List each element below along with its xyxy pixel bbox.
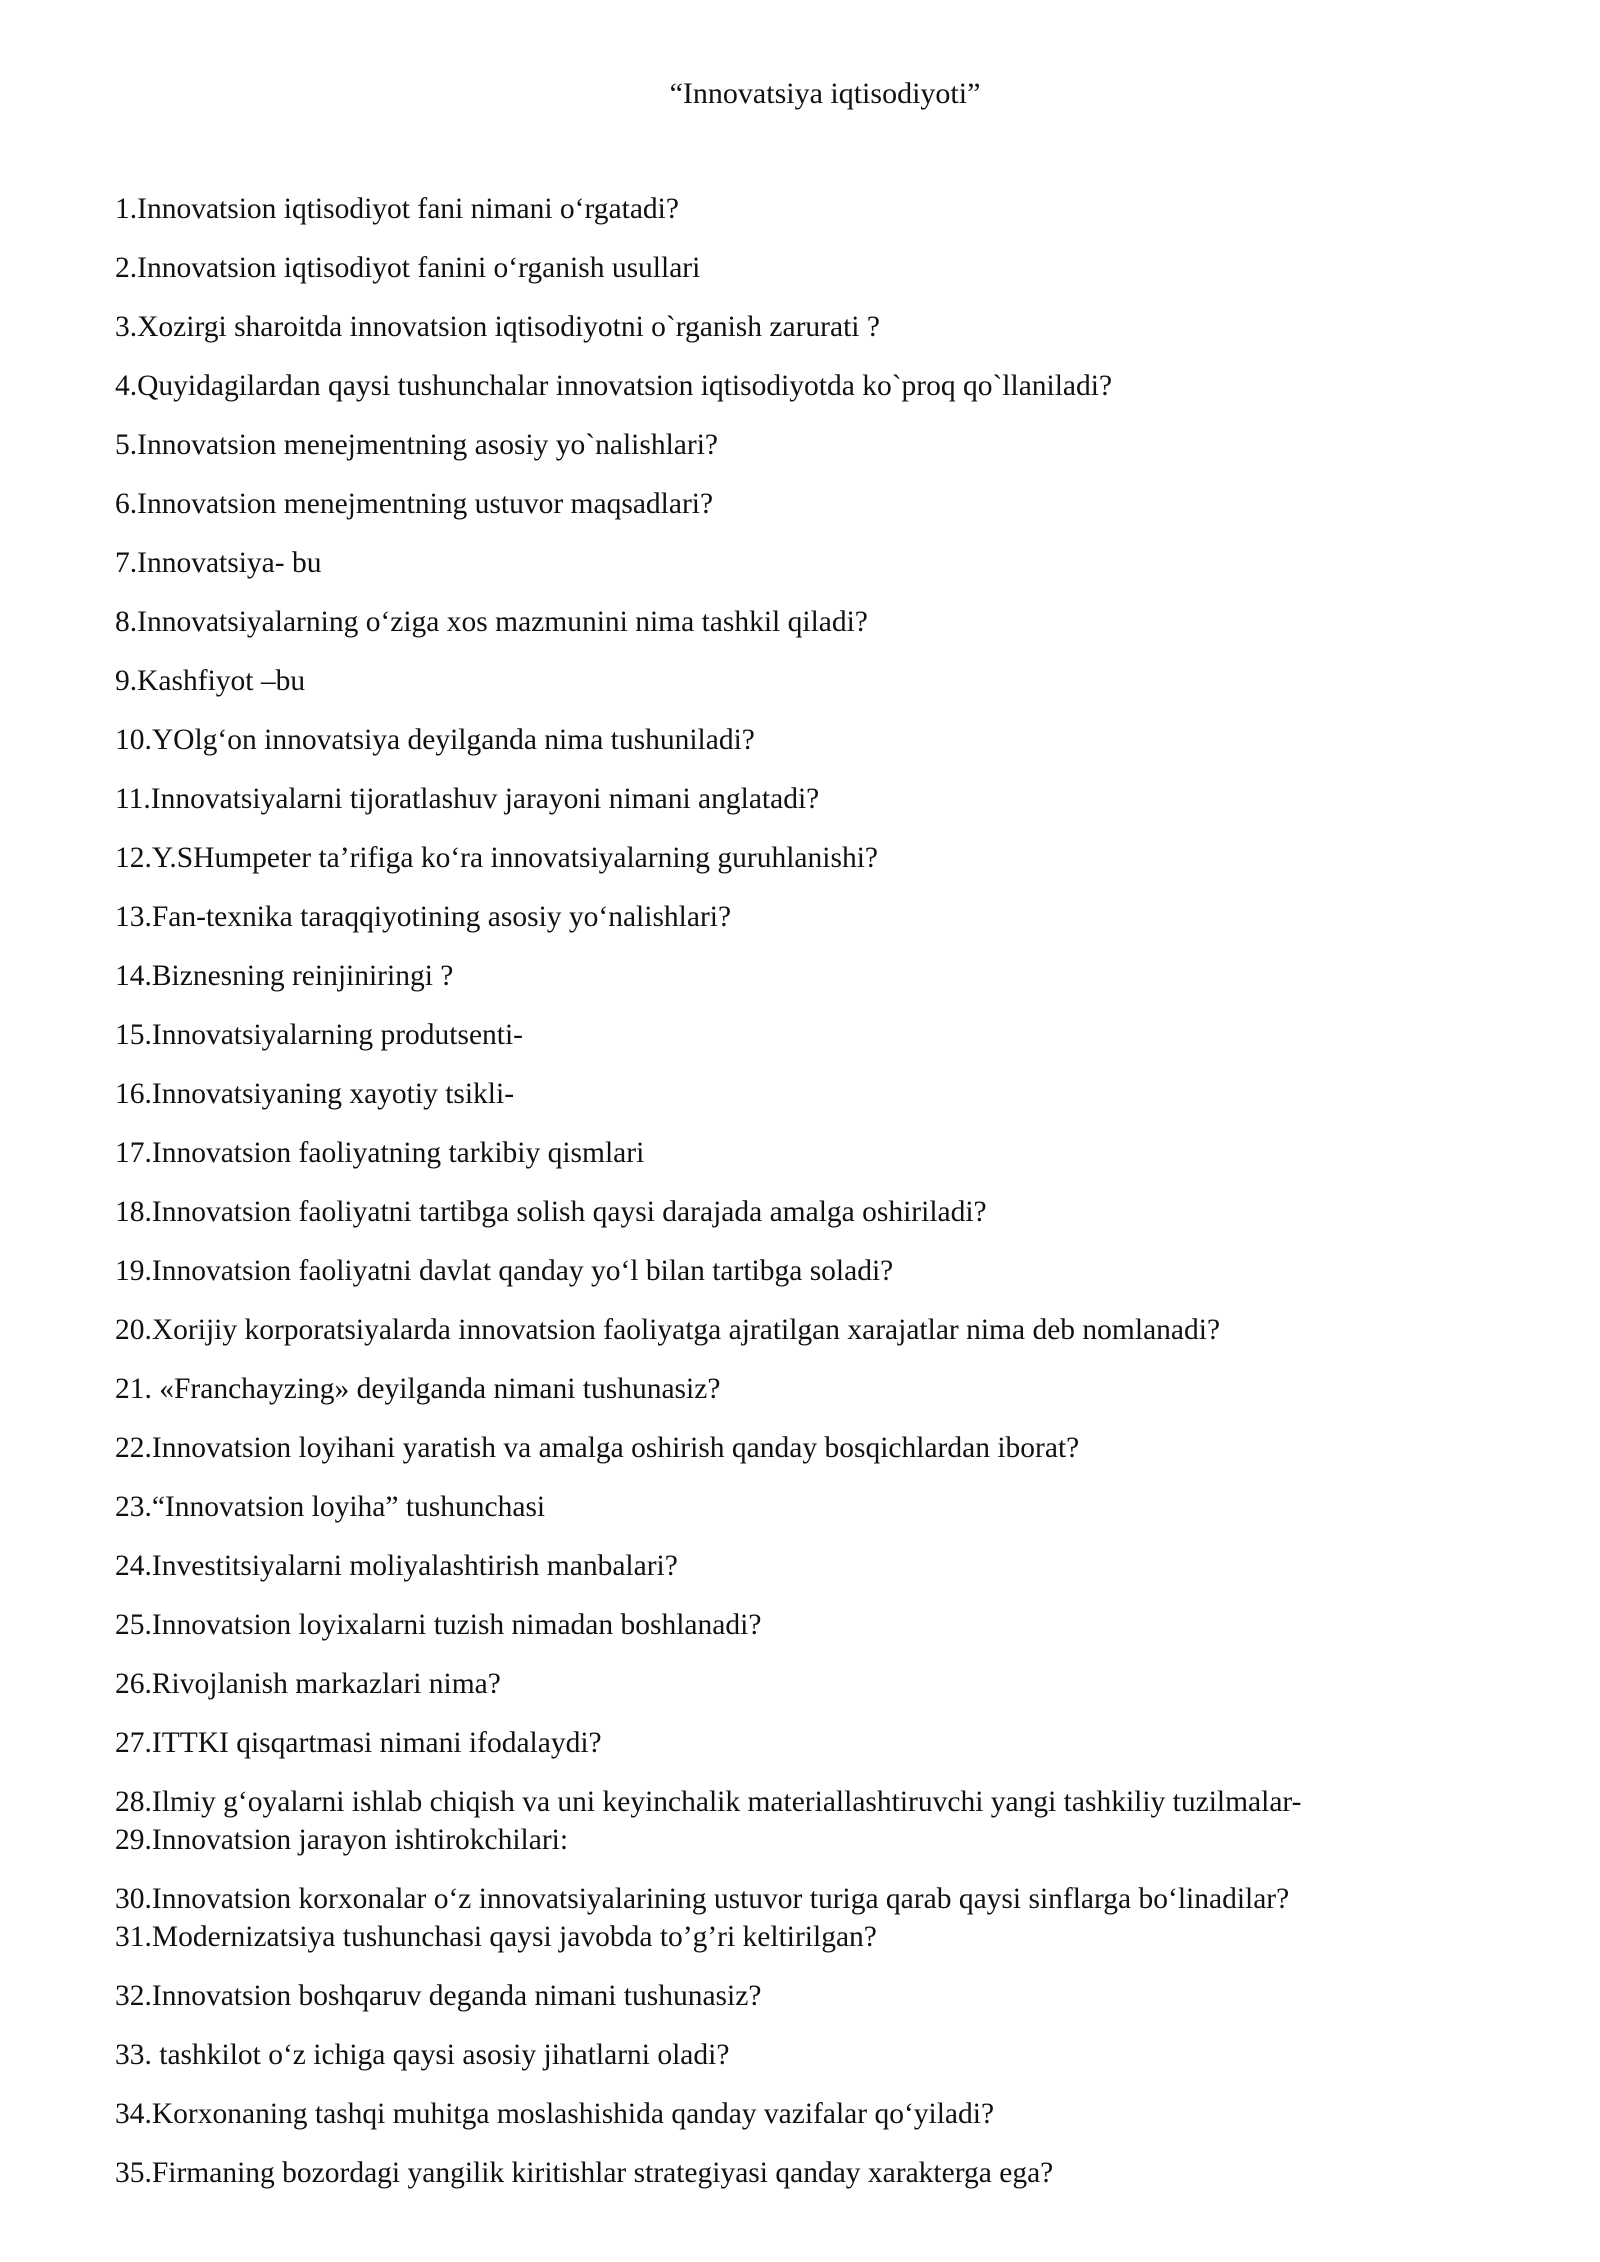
question-item: 2.Innovatsion iqtisodiyot fanini o‘rganish usullari [115, 252, 701, 284]
question-item: 11.Innovatsiyalarni tijoratlashuv jarayoni nimani anglatadi? [115, 783, 820, 815]
question-item: 26.Rivojlanish markazlari nima? [115, 1668, 501, 1700]
question-item: 16.Innovatsiyaning xayotiy tsikli- [115, 1078, 515, 1110]
question-item: 24.Investitsiyalarni moliyalashtirish manbalari? [115, 1550, 678, 1582]
question-item: 1.Innovatsion iqtisodiyot fani nimani o‘rgatadi? [115, 193, 679, 225]
question-item: 14.Biznesning reinjiniringi ? [115, 960, 454, 992]
question-item: 15.Innovatsiyalarning produtsenti- [115, 1019, 524, 1051]
question-item: 22.Innovatsion loyihani yaratish va amalga oshirish qanday bosqichlardan iborat? [115, 1432, 1080, 1464]
question-item: 4.Quyidagilardan qaysi tushunchalar innovatsion iqtisodiyotda ko`proq qo`llaniladi? [115, 370, 1113, 402]
question-item: 28.Ilmiy g‘oyalarni ishlab chiqish va uni keyinchalik materiallashtiruvchi yangi tashkiliy tuzilmalar- [115, 1786, 1302, 1818]
question-item: 20.Xorijiy korporatsiyalarda innovatsion faoliyatga ajratilgan xarajatlar nima deb nomlanadi? [115, 1314, 1221, 1346]
question-item: 9.Kashfiyot –bu [115, 665, 306, 697]
question-item: 35.Firmaning bozordagi yangilik kiritishlar strategiyasi qanday xarakterga ega? [115, 2157, 1054, 2189]
question-item: 29.Innovatsion jarayon ishtirokchilari: [115, 1824, 569, 1856]
question-item: 7.Innovatsiya- bu [115, 547, 322, 579]
question-item: 3.Xozirgi sharoitda innovatsion iqtisodiyotni o`rganish zarurati ? [115, 311, 880, 343]
question-item: 5.Innovatsion menejmentning asosiy yo`nalishlari? [115, 429, 718, 461]
question-item: 32.Innovatsion boshqaruv deganda nimani tushunasiz? [115, 1980, 762, 2012]
question-item: 33. tashkilot o‘z ichiga qaysi asosiy jihatlarni oladi? [115, 2039, 730, 2071]
question-item: 6.Innovatsion menejmentning ustuvor maqsadlari? [115, 488, 714, 520]
question-item: 18.Innovatsion faoliyatni tartibga solish qaysi darajada amalga oshiriladi? [115, 1196, 987, 1228]
question-item: 13.Fan-texnika taraqqiyotining asosiy yo‘nalishlari? [115, 901, 732, 933]
question-item: 30.Innovatsion korxonalar o‘z innovatsiyalarining ustuvor turiga qarab qaysi sinflarga bo‘linadilar? [115, 1883, 1290, 1915]
question-item: 27.ITTKI qisqartmasi nimani ifodalaydi? [115, 1727, 602, 1759]
question-item: 23.“Innovatsion loyiha” tushunchasi [115, 1491, 546, 1523]
question-item: 12.Y.SHumpeter ta’rifiga ko‘ra innovatsiyalarning guruhlanishi? [115, 842, 878, 874]
question-item: 34.Korxonaning tashqi muhitga moslashishida qanday vazifalar qo‘yiladi? [115, 2098, 995, 2130]
document-title: “Innovatsiya iqtisodiyoti” [669, 77, 981, 110]
question-item: 21. «Franchayzing» deyilganda nimani tushunasiz? [115, 1373, 721, 1405]
question-item: 19.Innovatsion faoliyatni davlat qanday yo‘l bilan tartibga soladi? [115, 1255, 894, 1287]
question-item: 17.Innovatsion faoliyatning tarkibiy qismlari [115, 1137, 645, 1169]
question-item: 31.Modernizatsiya tushunchasi qaysi javobda to’g’ri keltirilgan? [115, 1921, 877, 1953]
question-item: 25.Innovatsion loyixalarni tuzish nimadan boshlanadi? [115, 1609, 762, 1641]
question-item: 8.Innovatsiyalarning o‘ziga xos mazmunini nima tashkil qiladi? [115, 606, 868, 638]
question-item: 10.YOlg‘on innovatsiya deyilganda nima tushuniladi? [115, 724, 755, 756]
